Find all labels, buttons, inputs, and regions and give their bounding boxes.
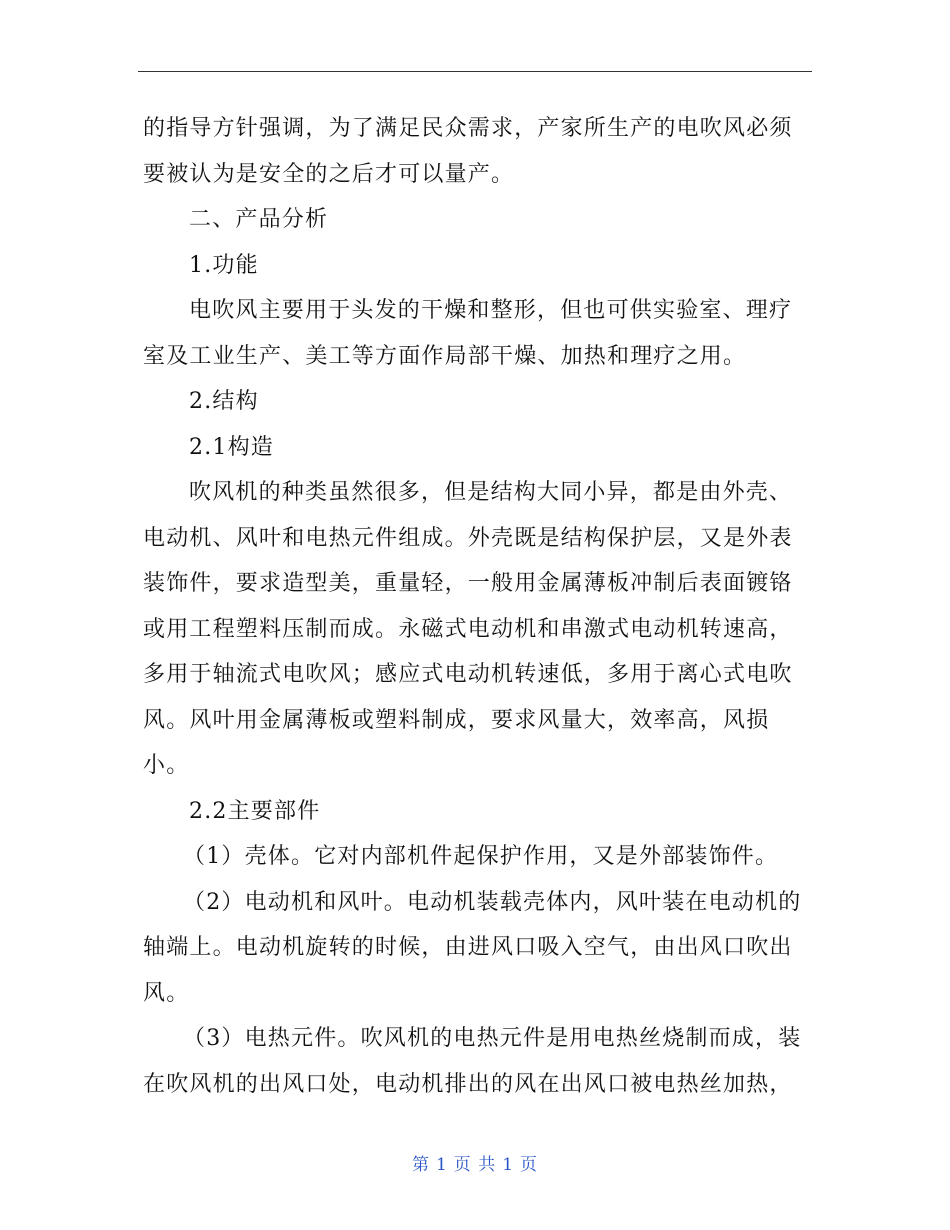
footer-page-number: 1	[435, 1155, 448, 1175]
list-item: （2）电动机和风叶。电动机装载壳体内，风叶装在电动机的	[183, 889, 802, 915]
subsection-heading: 2.2主要部件	[189, 798, 321, 824]
paragraph-line: 电动机、风叶和电热元件组成。外壳既是结构保护层，又是外表	[143, 525, 793, 551]
list-item: （1）壳体。它对内部机件起保护作用，又是外部装饰件。	[183, 844, 779, 869]
paragraph-line: 电吹风主要用于头发的干燥和整形，但也可供实验室、理疗	[189, 298, 793, 323]
paragraph-line: 在吹风机的出风口处，电动机排出的风在出风口被电热丝加热，	[143, 1071, 793, 1097]
section-heading: 二、产品分析	[189, 207, 329, 232]
subsection-heading: 2.结构	[189, 389, 259, 414]
paragraph-line: 的指导方针强调，为了满足民众需求，产家所生产的电吹风必须	[143, 116, 793, 141]
paragraph-line: 吹风机的种类虽然很多，但是结构大同小异，都是由外壳、	[189, 480, 793, 505]
subsection-heading: 2.1构造	[189, 434, 274, 460]
paragraph-line: 室及工业生产、美工等方面作局部干燥、加热和理疗之用。	[143, 343, 747, 369]
paragraph-line: 风。风叶用金属薄板或塑料制成，要求风量大，效率高，风损	[143, 707, 770, 733]
subsection-heading: 1.功能	[189, 252, 259, 278]
list-item: （3）电热元件。吹风机的电热元件是用电热丝烧制而成，装	[183, 1026, 802, 1051]
paragraph-line: 多用于轴流式电吹风；感应式电动机转速低，多用于离心式电吹	[143, 662, 793, 687]
paragraph-line: 或用工程塑料压制而成。永磁式电动机和串激式电动机转速高，	[143, 616, 793, 642]
paragraph-line: 装饰件，要求造型美，重量轻，一般用金属薄板冲制后表面镀铬	[143, 571, 793, 596]
footer-middle: 页 共	[453, 1155, 497, 1175]
page-footer	[0, 1150, 950, 1175]
body-text	[143, 106, 813, 1107]
paragraph-line: 轴端上。电动机旋转的时候，由进风口吸入空气，由出风口吹出	[143, 935, 793, 960]
footer-suffix: 页	[520, 1155, 539, 1175]
footer-prefix: 第	[411, 1155, 430, 1175]
header-rule	[138, 71, 812, 72]
paragraph-line: 要被认为是安全的之后才可以量产。	[143, 161, 515, 187]
paragraph-line: 风。	[143, 980, 190, 1006]
footer-total-pages: 1	[502, 1155, 515, 1175]
paragraph-line: 小。	[143, 753, 190, 778]
